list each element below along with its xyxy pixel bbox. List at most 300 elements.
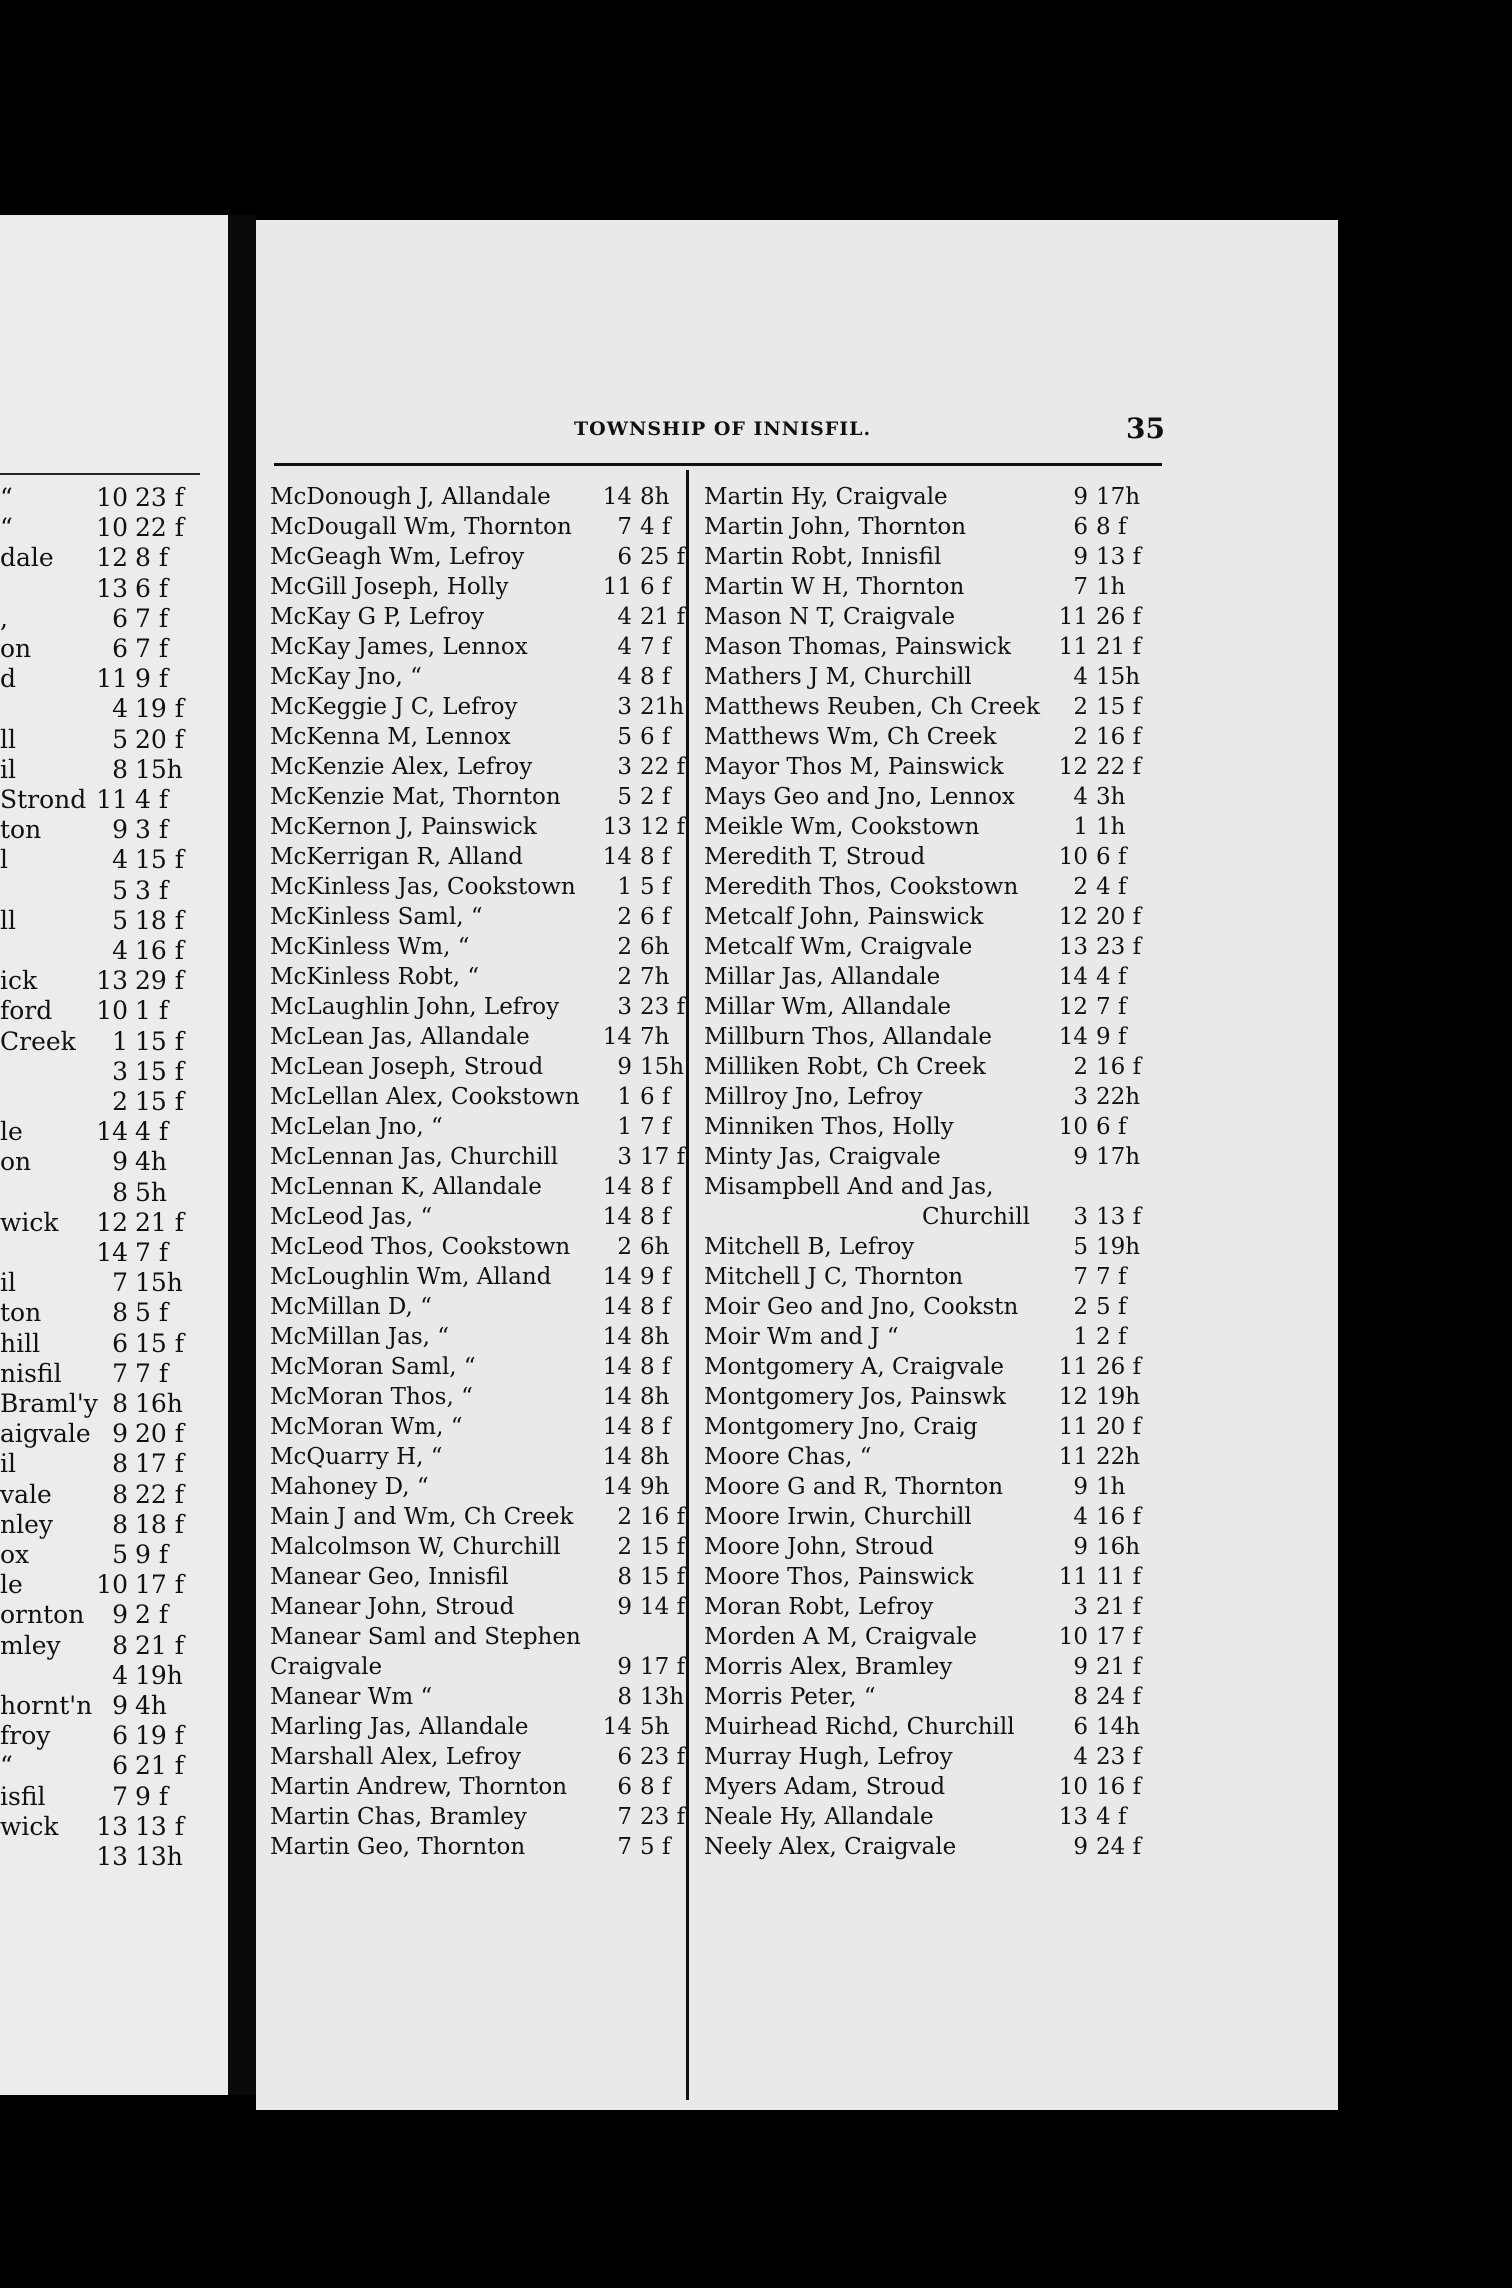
entry-name: dale [0,543,54,573]
concession: 11 [1058,1444,1088,1470]
entry-name: Mathers J M, Churchill [704,664,972,690]
concession: 11 [96,664,128,694]
entry-name: McLellan Alex, Cookstown [270,1084,580,1110]
concession: 2 [1073,874,1088,900]
entry-name: Manear Saml and Stephen [270,1624,581,1650]
concession: 12 [1058,754,1088,780]
entry-name: on [0,634,32,663]
directory-entry [704,752,1160,782]
concession: 2 [1073,694,1088,720]
directory-entry [0,513,200,543]
concession: 9 [617,1654,632,1680]
directory-entry [270,1622,675,1652]
lot: 19h [1096,1234,1141,1260]
lot: 16 f [1096,724,1142,750]
directory-entry [270,1352,675,1382]
entry-name: Neale Hy, Allandale [704,1804,934,1830]
directory-entry [270,962,675,992]
directory-entry [0,1510,200,1540]
entry-name: Manear Wm “ [270,1684,433,1710]
lot: 4h [135,1147,168,1177]
lot: 23 f [135,483,185,512]
concession: 11 [1058,1564,1088,1590]
lot: 7h [640,964,670,990]
directory-entry [0,815,200,845]
concession: 7 [112,1268,128,1298]
entry-name: Main J and Wm, Ch Creek [270,1504,574,1530]
directory-entry [0,1238,200,1268]
lot: 15 f [135,1026,185,1056]
entry-name: McKay Jno, “ [270,664,422,690]
directory-entry [270,872,675,902]
lot: 1h [1096,574,1126,600]
concession: 10 [1058,1774,1088,1800]
previous-page-fragment [0,215,228,2095]
lot: 16 f [135,936,185,965]
lot: 8 f [135,543,169,573]
concession: 8 [617,1684,632,1710]
directory-entry [704,1112,1160,1142]
entry-name: Moore Irwin, Churchill [704,1504,972,1530]
concession: 6 [1073,514,1088,540]
entry-name: McKerrigan R, Alland [270,844,524,870]
directory-entry [270,1772,675,1802]
directory-entry [270,1802,686,1832]
entry-name: le [0,1570,23,1600]
concession: 14 [602,1204,632,1230]
entry-name: Malcolmson W, Churchill [270,1534,561,1560]
concession: 4 [1073,664,1088,690]
concession: 14 [602,484,632,510]
lot: 9 f [640,1264,671,1290]
lot: 18 f [135,905,185,935]
concession: 9 [617,1054,632,1080]
directory-entry [0,1298,200,1328]
lot: 6 f [640,1084,671,1110]
lot: 21 f [640,604,686,630]
lot: 15h [135,754,183,784]
lot: 17h [1096,484,1141,510]
concession: 7 [112,1781,128,1811]
directory-entry [0,1751,200,1781]
concession: 1 [617,874,632,900]
concession: 14 [96,1117,128,1147]
entry-name: McLennan Jas, Churchill [270,1144,559,1170]
directory-entry [704,1772,1160,1802]
concession: 11 [96,785,128,814]
entry-name: ford [0,996,53,1026]
lot: 23 f [640,1744,686,1770]
directory-entry [0,1419,200,1449]
entry-name: Creek [0,1026,76,1056]
entry-name: Martin Robt, Innisfil [704,544,942,570]
directory-entry [704,1712,1160,1742]
concession: 1 [1073,814,1088,840]
directory-entry [0,543,200,573]
directory-entry [270,1832,675,1862]
concession: 13 [96,573,128,603]
lot: 8 f [640,1204,671,1230]
directory-entry [270,572,675,602]
entry-name: Morris Alex, Bramley [704,1654,953,1680]
directory-entry [0,604,200,634]
concession: 14 [602,1294,632,1320]
concession: 8 [112,1177,128,1207]
lot: 3 f [135,875,169,905]
directory-entry [0,694,200,724]
lot: 1h [1096,1474,1126,1500]
directory-entry [270,812,686,842]
lot: 9 f [135,1781,169,1811]
concession: 1 [617,1084,632,1110]
entry-name: Moore Chas, “ [704,1444,872,1470]
entry-name: le [0,1117,23,1147]
concession: 4 [112,694,128,724]
entry-name: aigvale [0,1419,91,1449]
directory-entry [704,812,1160,842]
entry-name: Mason N T, Craigvale [704,604,956,630]
concession: 10 [96,483,128,512]
directory-entry [0,1087,200,1117]
concession: 8 [112,1509,128,1539]
concession: 6 [1073,1714,1088,1740]
concession: 14 [602,1414,632,1440]
entry-name: McLelan Jno, “ [270,1114,443,1140]
lot: 26 f [1096,604,1142,630]
directory-entry [0,1027,200,1057]
lot: 8h [640,484,670,510]
entry-name: McMoran Thos, “ [270,1384,473,1410]
entry-name: Matthews Reuben, Ch Creek [704,694,1040,720]
lot: 14h [1096,1714,1141,1740]
directory-entry [0,1117,200,1147]
concession: 4 [1073,784,1088,810]
lot: 22 f [640,754,686,780]
lot: 4 f [135,785,169,814]
concession: 6 [112,1721,128,1751]
directory-entry [270,1592,686,1622]
entry-name: froy [0,1721,51,1751]
lot: 24 f [1096,1684,1142,1710]
directory-entry [270,902,675,932]
directory-entry [270,1202,675,1232]
entry-name: Marling Jas, Allandale [270,1714,529,1740]
concession: 2 [617,964,632,990]
concession: 11 [1058,1354,1088,1380]
lot: 8 f [640,1774,671,1800]
lot: 1 f [135,996,169,1026]
concession: 14 [602,1384,632,1410]
lot: 6 f [640,904,671,930]
directory-entry [704,1562,1160,1592]
directory-entry [704,842,1160,872]
directory-entry [704,1262,1160,1292]
directory-entry [704,1442,1160,1472]
concession: 14 [1058,1024,1088,1050]
concession: 3 [1073,1204,1088,1230]
lot: 5 f [640,1834,671,1860]
entry-name: McKenna M, Lennox [270,724,511,750]
entry-name: Mays Geo and Jno, Lennox [704,784,1015,810]
lot: 8h [640,1384,670,1410]
directory-entry [270,1382,675,1412]
lot: 15h [640,1054,685,1080]
concession: 13 [1058,934,1088,960]
directory-entry [0,996,200,1026]
lot: 5h [640,1714,670,1740]
directory-entry [270,1742,686,1772]
lot: 20 f [1096,1414,1142,1440]
lot: 13 f [1096,544,1142,570]
concession: 3 [617,694,632,720]
entry-name: on [0,1147,32,1177]
entry-name: “ [0,483,13,512]
entry-name: ornton [0,1600,85,1630]
concession: 12 [1058,1384,1088,1410]
concession: 11 [602,574,632,600]
concession: 9 [112,1691,128,1720]
entry-name: McLean Joseph, Stroud [270,1054,544,1080]
directory-entry [270,722,675,752]
lot: 13 f [135,1811,185,1841]
entry-name: McLeod Jas, “ [270,1204,433,1230]
entry-name: nisfil [0,1358,62,1388]
entry-name: hill [0,1328,41,1358]
concession: 9 [112,815,128,845]
directory-entry [704,482,1160,512]
concession: 8 [112,1630,128,1660]
lot: 11 f [1096,1564,1142,1590]
concession: 13 [96,966,128,996]
entry-name: isfil [0,1781,46,1811]
concession: 5 [112,875,128,905]
concession: 3 [617,994,632,1020]
entry-name: Meredith T, Stroud [704,844,926,870]
entry-name: Millroy Jno, Lefroy [704,1084,923,1110]
concession: 4 [617,604,632,630]
concession: 11 [1058,1414,1088,1440]
entry-name: Martin W H, Thornton [704,574,965,600]
directory-entry [0,1600,200,1630]
lot: 12 f [640,814,686,840]
lot: 7 f [640,1114,671,1140]
directory-entry [270,1082,675,1112]
lot: 22h [1096,1444,1141,1470]
directory-entry [0,574,200,604]
directory-entry [704,1352,1160,1382]
lot: 8 f [640,1294,671,1320]
directory-entry [270,1682,685,1712]
directory-entry [704,632,1160,662]
concession: 9 [1073,1534,1088,1560]
lot: 23 f [640,994,686,1020]
directory-entry [0,1359,200,1389]
entry-name: McQuarry H, “ [270,1444,443,1470]
concession: 10 [96,996,128,1026]
entry-name: Manear John, Stroud [270,1594,515,1620]
directory-entry [0,1721,200,1751]
concession: 10 [96,1570,128,1600]
lot: 3 f [135,815,169,845]
lot: 21 f [1096,1594,1142,1620]
lot: 20 f [135,1419,185,1449]
lot: 16 f [640,1504,686,1530]
concession: 7 [617,514,632,540]
lot: 6 f [1096,844,1127,870]
directory-entry [704,572,1160,602]
concession: 12 [96,543,128,573]
entry-name: Montgomery Jos, Painswk [704,1384,1006,1410]
concession: 2 [617,1234,632,1260]
entry-name: Craigvale [270,1654,383,1680]
lot: 23 f [1096,934,1142,960]
directory-entry [704,1502,1160,1532]
directory-entry [704,1412,1160,1442]
lot: 22 f [135,1479,185,1509]
lot: 5 f [640,874,671,900]
lot: 21 f [135,1751,185,1781]
concession: 3 [617,1144,632,1170]
page-number: 35 [1126,412,1165,445]
concession: 4 [112,845,128,875]
directory-entry [704,1232,1160,1262]
lot: 21 f [1096,1654,1142,1680]
concession: 10 [1058,1624,1088,1650]
lot: 15h [135,1268,183,1298]
lot: 17 f [1096,1624,1142,1650]
entry-name: Montgomery Jno, Craig [704,1414,978,1440]
concession: 13 [96,1842,128,1871]
lot: 15 f [135,1328,185,1358]
directory-entry [704,1142,1160,1172]
concession: 4 [1073,1744,1088,1770]
entry-name: McKay G P, Lefroy [270,604,484,630]
concession: 9 [1073,484,1088,510]
concession: 14 [602,1444,632,1470]
entry-name: Neely Alex, Craigvale [704,1834,957,1860]
directory-entry [704,1082,1160,1112]
lot: 25 f [640,544,686,570]
directory-entry [0,1631,200,1661]
directory-entry [270,602,686,632]
lot: 23 f [640,1804,686,1830]
concession: 13 [602,814,632,840]
entry-name: mley [0,1630,61,1660]
concession: 14 [1058,964,1088,990]
lot: 4 f [1096,874,1127,900]
entry-name: il [0,754,16,784]
entry-name: ton [0,1298,42,1328]
entry-name: Meikle Wm, Cookstown [704,814,980,840]
concession: 2 [617,1504,632,1530]
directory-entry [704,1802,1160,1832]
lot: 6 f [1096,1114,1127,1140]
entry-name: ton [0,815,42,845]
directory-entry [0,483,200,513]
lot: 16h [1096,1534,1141,1560]
header-rule [274,463,1162,466]
directory-entry [270,1502,686,1532]
concession: 5 [617,784,632,810]
concession: 14 [602,1024,632,1050]
lot: 7 f [1096,994,1127,1020]
directory-entry [0,725,200,755]
concession: 9 [1073,544,1088,570]
directory-entry [0,755,200,785]
lot: 16h [135,1389,183,1418]
lot: 9 f [135,1540,169,1569]
directory-entry [704,1202,1160,1232]
concession: 9 [1073,1474,1088,1500]
concession: 8 [112,1389,128,1418]
lot: 5 f [135,1298,169,1328]
lot: 18 f [135,1509,185,1539]
left-column [270,482,686,1862]
concession: 10 [1058,1114,1088,1140]
directory-entry [0,845,200,875]
directory-entry [270,992,686,1022]
directory-entry [704,722,1160,752]
concession: 1 [1073,1324,1088,1350]
directory-entry [270,752,686,782]
directory-entry [704,602,1160,632]
concession: 9 [1073,1144,1088,1170]
directory-entry [0,1329,200,1359]
entry-name: il [0,1268,16,1298]
entry-name: McLean Jas, Allandale [270,1024,530,1050]
entry-name: ll [0,905,16,935]
directory-entry [270,1472,675,1502]
concession: 9 [1073,1654,1088,1680]
entry-name: McLoughlin Wm, Alland [270,1264,552,1290]
lot: 13h [135,1842,183,1871]
entry-name: McKinless Wm, “ [270,934,470,960]
lot: 6 f [640,724,671,750]
page-title: TOWNSHIP OF INNISFIL. [574,418,872,440]
concession: 10 [1058,844,1088,870]
entry-name: Martin Geo, Thornton [270,1834,526,1860]
concession: 6 [617,1744,632,1770]
directory-entry [704,1052,1160,1082]
lot: 15 f [135,845,185,875]
entry-name: Moore G and R, Thornton [704,1474,1004,1500]
directory-entry [704,1742,1160,1772]
directory-entry [270,1412,675,1442]
entry-name: McKinless Saml, “ [270,904,483,930]
entry-name: McGill Joseph, Holly [270,574,509,600]
directory-entry [0,936,200,966]
lot: 20 f [1096,904,1142,930]
entry-name: McLeod Thos, Cookstown [270,1234,571,1260]
entry-name: Moore John, Stroud [704,1534,934,1560]
entry-name: Myers Adam, Stroud [704,1774,946,1800]
directory-entry [704,1022,1160,1052]
lot: 16 f [1096,1774,1142,1800]
lot: 19 f [135,694,185,724]
directory-entry [270,1232,675,1262]
concession: 9 [617,1594,632,1620]
concession: 5 [112,905,128,935]
lot: 19h [135,1660,183,1690]
entry-name: l [0,845,8,875]
entry-name: Marshall Alex, Lefroy [270,1744,522,1770]
concession: 14 [602,1264,632,1290]
concession: 3 [112,1056,128,1086]
lot: 20 f [135,724,185,754]
concession: 9 [1073,1834,1088,1860]
directory-entry [704,1832,1160,1862]
entry-name: Misampbell And and Jas, [704,1174,994,1200]
